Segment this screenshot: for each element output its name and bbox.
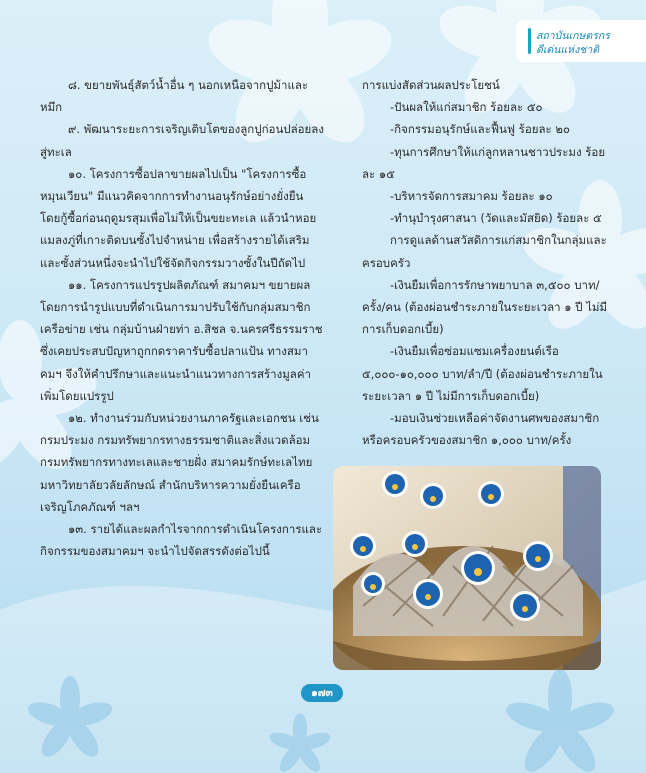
- page-number: ๑๗๓: [301, 684, 343, 702]
- benefit-item: -ปันผลให้แก่สมาชิก ร้อยละ ๕๐: [390, 100, 543, 115]
- paragraph-item-9: ๙. พัฒนาระยะการเจริญเติบโตของลูกปูก่อนปล่อยลงสู่ทะเล: [40, 122, 324, 159]
- benefit-item: -บริหารจัดการสมาคม ร้อยละ ๑๐: [390, 189, 553, 204]
- welfare-heading: การดูแลด้านสวัสดิการแก่สมาชิกในกลุ่มและครอบครัว: [362, 233, 607, 270]
- right-column: [362, 74, 612, 451]
- benefit-item: -ทำนุบำรุงศาสนา (วัดและมัสยิด) ร้อยละ ๕: [390, 211, 602, 226]
- left-column: [40, 74, 324, 562]
- badge-title-line1: สถาบันเกษตรกร: [536, 30, 610, 42]
- badge-title-line2: ดีเด่นแห่งชาติ: [536, 44, 600, 56]
- benefit-item: -กิจกรรมอนุรักษ์และฟื้นฟู ร้อยละ ๒๐: [390, 122, 570, 137]
- paragraph-item-8: ๘. ขยายพันธุ์สัตว์น้ำอื่น ๆ นอกเหนือจากปูม้าและหมึก: [40, 78, 309, 115]
- welfare-item: -เงินยืมเพื่อซ่อมแซมเครื่องยนต์เรือ ๕,๐๐๐-๑๐,๐๐๐ บาท/ลำ/ปี (ต้องผ่อนชำระภายใน ระยะเวลา ๑ ปี ไม่มีการเก็บดอกเบี้ย): [362, 344, 603, 403]
- product-photo: [333, 466, 601, 670]
- header-badge: [518, 22, 646, 60]
- paragraph-item-10: ๑๐. โครงการซื้อปลาขายผลไปเป็น "โครงการซื้อหมุนเวียน" มีแนวคิดจากการทำงานอนุรักษ์อย่างยั่งยืน โดยกู้ซื้อก่อนฤดูมรสุมเพื่อไม่ให้เป็นขยะทะเล แล้วนำหอยแมลงภู่ที่เกาะติดบนซั้งไปจำหน่าย เพื่อสร้างรายได้เสริม และซั้งส่วนหนึ่งจะนำไปใช้จัดกิจกรรมวางซั้งในปีถัดไป: [40, 166, 317, 270]
- badge-accent-bar: [528, 28, 531, 54]
- paragraph-item-12: ๑๒. ทำงานร่วมกับหน่วยงานภาครัฐและเอกชน เช่น กรมประมง กรมทรัพยากรทางธรรมชาติและสิ่งแวดล้อม กรมทรัพยากรทางทะเลและชายฝั่ง สมาคมรักษ์ทะเลไทย มหาวิทยาลัยวลัยลักษณ์ สำนักบริหารความยั่งยืนเครือเจริญโภคภัณฑ์ ฯลฯ: [40, 411, 319, 514]
- paragraph-item-11: ๑๑. โครงการแปรรูปผลิตภัณฑ์ สมาคมฯ ขยายผลโดยการนำรูปแบบที่ดำเนินการมาปรับใช้กับกลุ่มสมาชิกเครือข่าย เช่น กลุ่มบ้านฝ่ายท่า อ.สิชล จ.นครศรีธรรมราช ซึ่งเคยประสบปัญหาถูกกดราคารับซื้อปลาแป้น ทางสมาคมฯ จึงให้คำปรึกษาและแนะนำแนวทางการสร้างมูลค่าเพิ่มโดยแปรรูป: [40, 277, 323, 403]
- paragraph-item-13: ๑๓. รายได้และผลกำไรจากการดำเนินโครงการและกิจกรรมของสมาคมฯ จะนำไปจัดสรรดังต่อไปนี้: [40, 522, 323, 559]
- benefit-heading: การแบ่งสัดส่วนผลประโยชน์: [362, 78, 500, 92]
- welfare-item: -มอบเงินช่วยเหลือค่าจัดงานศพของสมาชิกหรือครอบครัวของสมาชิก ๑,๐๐๐ บาท/ครั้ง: [362, 411, 600, 448]
- welfare-item: -เงินยืมเพื่อการรักษาพยาบาล ๓,๕๐๐ บาท/ครั้ง/คน (ต้องผ่อนชำระภายในระยะเวลา ๑ ปี ไม่มีการเก็บดอกเบี้ย): [362, 277, 608, 337]
- benefit-item: -ทุนการศึกษาให้แก่ลูกหลานชาวประมง ร้อยละ ๑๕: [362, 144, 606, 181]
